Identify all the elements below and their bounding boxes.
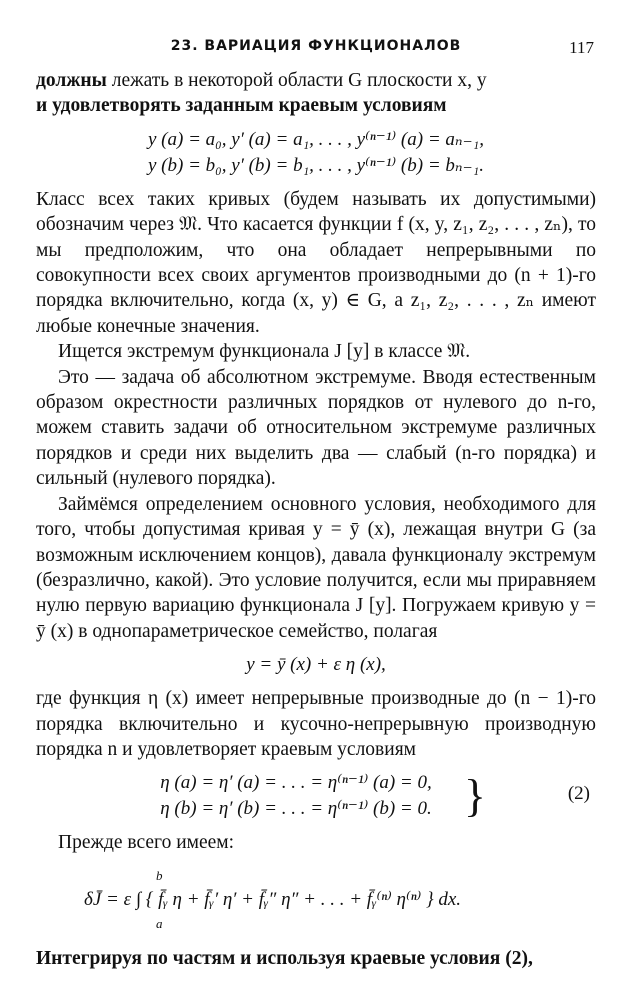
page xyxy=(36,38,596,971)
page-number: 117 xyxy=(569,38,594,57)
paragraph-1-line-2: и удовлетворять заданным краевым условиям xyxy=(36,95,447,117)
running-title: 23. ВАРИАЦИЯ ФУНКЦИОНАЛОВ xyxy=(170,38,462,54)
paragraph-3: Ищется экстремум функционала J [y] в классе 𝔐. xyxy=(58,341,471,363)
paragraph-2: Класс всех таких кривых (будем называть их допустимыми) обозначим через 𝔐. Что касается функции f (x, y, z₁, z₂, . . . , zₙ), то мы предположим, что она обладает непрерывными по совокупности всех своих аргументов производными до (n + 1)-го порядка включительно, когда (x, y) ∈ G, а z₁, z₂, . . . , zₙ имеют любые конечные значения. xyxy=(36,188,596,337)
boundary-conditions-y xyxy=(36,127,596,179)
equation-line: y (b) = b₀, y′ (b) = b₁, . . . , y⁽ⁿ⁻¹⁾ (b) = bₙ₋₁. xyxy=(148,154,484,176)
paragraph-6: где функция η (x) имеет непрерывные производные до (n − 1)-го порядка включительно и кусочно-непрерывную производную порядка n и удовлетворяет краевым условиям xyxy=(36,688,596,760)
upper-limit: b xyxy=(156,867,163,883)
paragraph-1 xyxy=(36,68,596,119)
family-equation: y = ȳ (x) + ε η (x), xyxy=(246,654,386,676)
paragraph-4: Это — задача об абсолютном экстремуме. Вводя естественным образом окрестности различных порядков от нулевого до n-го, можем ставить задачи об относительном экстремуме различных порядков и среди них выделить два — слабый (n-го порядка) и сильный (нулевого порядка). xyxy=(36,366,596,490)
paragraph-5: Займёмся определением основного условия, необходимого для того, чтобы допустимая кривая y = ȳ (x), лежащая внутри G (за возможным исключением концов), давала функционалу экстремум (безразлично, какой). Это условие получится, если мы приравняем нулю первую вариацию функционала J [y]. Погружаем кривую y = ȳ (x) в однопараметрическое семейство, полагая xyxy=(36,493,596,642)
paragraph-7: Прежде всего имеем: xyxy=(58,832,235,854)
lower-limit: a xyxy=(156,915,163,931)
integral-body: δJ̄ = ε ∫ { f̄ᵧ η + f̄ᵧ′ η′ + f̄ᵧ″ η″ + . . . + f̄ᵧ⁽ⁿ⁾ η⁽ⁿ⁾ } dx. xyxy=(84,888,462,910)
paragraph-8-text: Интегрируя по частям и используя краевые условия (2), xyxy=(36,947,533,969)
equation-line: y (a) = a₀, y′ (a) = a₁, . . . , y⁽ⁿ⁻¹⁾ (a) = aₙ₋₁, xyxy=(148,128,484,150)
boundary-conditions-eta xyxy=(36,770,596,822)
paragraph-1-text: лежать в некоторой области G плоскости x, y xyxy=(106,70,487,91)
equation-line: η (a) = η′ (a) = . . . = η⁽ⁿ⁻¹⁾ (a) = 0, xyxy=(160,772,432,794)
equation-line: η (b) = η′ (b) = . . . = η⁽ⁿ⁻¹⁾ (b) = 0. xyxy=(160,798,432,820)
paragraph-8 xyxy=(36,946,596,971)
bold-word: должны xyxy=(36,70,107,91)
right-brace: } xyxy=(463,770,486,822)
running-header xyxy=(36,38,596,68)
equation-number: (2) xyxy=(567,783,590,805)
first-variation-formula xyxy=(36,868,596,934)
